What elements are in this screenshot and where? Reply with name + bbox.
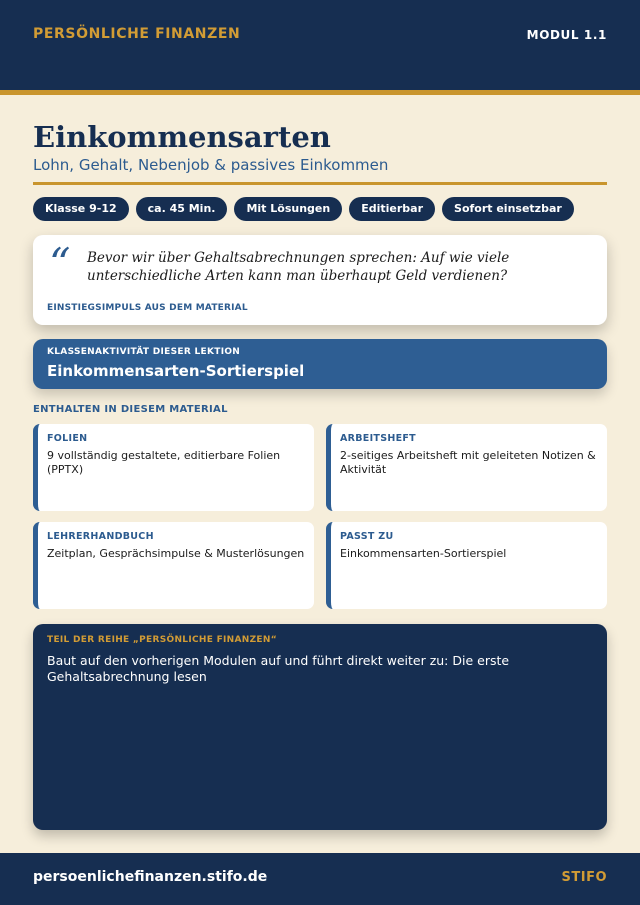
tag-editable: Editierbar (349, 197, 435, 221)
card-title: PASST ZU (340, 531, 394, 542)
quote-text: Bevor wir über Gehaltsabrechnungen sprechen: Auf wie viele unterschiedliche Arten kann man überhaupt Geld verdienen? (87, 250, 510, 284)
module-number: MODUL 1.1 (526, 28, 607, 42)
card-text: Zeitplan, Gesprächsimpulse & Musterlösungen (47, 547, 305, 560)
series-info-label: TEIL DER REIHE „PERSÖNLICHE FINANZEN“ (47, 635, 277, 645)
quote-card (33, 235, 607, 325)
tag-list (33, 197, 574, 221)
page-subtitle: Lohn, Gehalt, Nebenjob & passives Einkommen (33, 156, 389, 174)
card-title: LEHRERHANDBUCH (47, 531, 154, 542)
activity-name: Einkommensarten-Sortierspiel (47, 362, 305, 380)
tag-ready: Sofort einsetzbar (442, 197, 574, 221)
footer-bar (0, 853, 640, 905)
tag-grade: Klasse 9-12 (33, 197, 129, 221)
content-card-slides (33, 424, 314, 511)
card-text: 2-seitiges Arbeitsheft mit geleiteten Notizen & Aktivität (340, 449, 596, 476)
activity-banner (33, 339, 607, 389)
tag-solutions: Mit Lösungen (234, 197, 342, 221)
series-info-box (33, 624, 607, 830)
page-title: Einkommensarten (33, 120, 331, 154)
series-info-text: Baut auf den vorherigen Modulen auf und führt direkt weiter zu: Die erste Gehaltsabrechnung lesen (47, 653, 510, 684)
card-text: 9 vollständig gestaltete, editierbare Folien (PPTX) (47, 449, 281, 476)
footer-brand: STIFO (561, 870, 607, 885)
quote-icon: “ (49, 239, 71, 288)
footer-url: persoenlichefinanzen.stifo.de (33, 869, 268, 885)
series-name: PERSÖNLICHE FINANZEN (33, 26, 241, 42)
header-bar (0, 0, 640, 95)
card-title: FOLIEN (47, 433, 88, 444)
tag-duration: ca. 45 Min. (136, 197, 228, 221)
card-title: ARBEITSHEFT (340, 433, 416, 444)
content-card-workbook (326, 424, 607, 511)
activity-label: KLASSENAKTIVITÄT DIESER LEKTION (47, 347, 241, 357)
content-card-teacher-guide (33, 522, 314, 609)
card-text: Einkommensarten-Sortierspiel (340, 547, 507, 560)
quote-source: EINSTIEGSIMPULS AUS DEM MATERIAL (47, 303, 248, 313)
title-divider (33, 182, 607, 185)
content-card-pairs-with (326, 522, 607, 609)
contents-heading: ENTHALTEN IN DIESEM MATERIAL (33, 404, 228, 415)
